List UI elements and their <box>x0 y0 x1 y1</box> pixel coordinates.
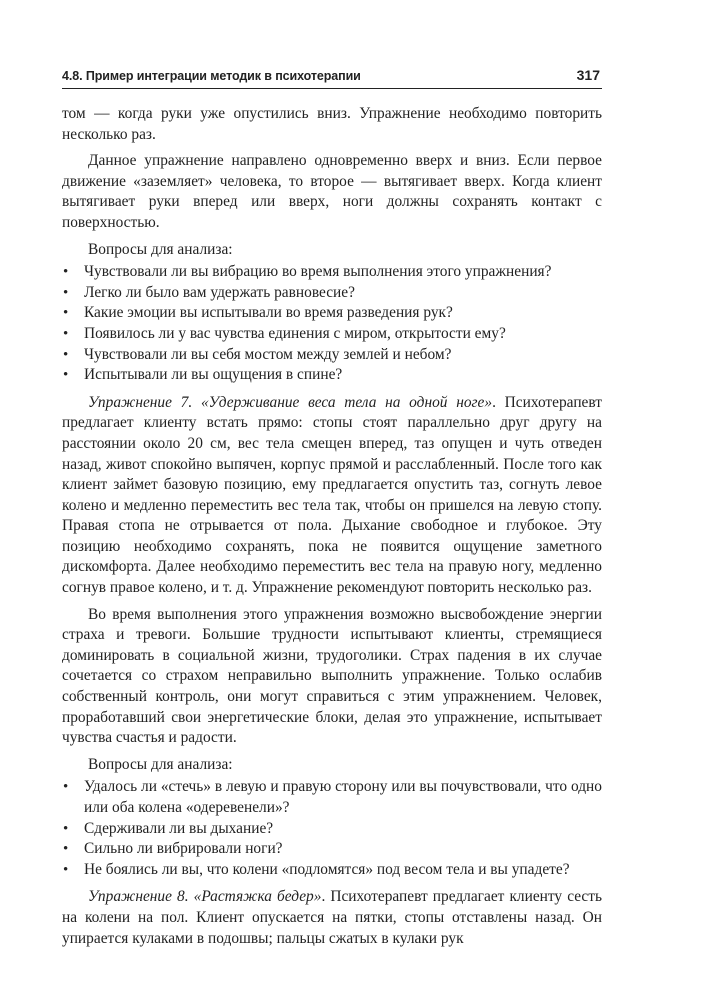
exercise-7-text: . Психотерапевт предлагает клиенту встать прямо: стопы стоят параллельно друг другу на расстоянии около 20 см, вес тела смещен вперед, таз опущен и чуть отведен назад, живот спокойно выпячен, корпус прямой и расслабленный. После того как клиент займет базовую позицию, ему предлагается опустить таз, согнуть левое колено и медленно переместить вес тела так, чтобы он пришелся на левую стопу. Правая стопа не отрывается от пола. Дыхание свободное и глубокое. Эту позицию необходимо сохранять, пока не появится ощущение заметного дискомфорта. Далее необходимо переместить вес тела на правую ногу, медленно согнув правое колено, и т. д. Упражнение рекомендуют повторить несколько раз. <box>62 393 602 597</box>
body-text <box>62 104 602 955</box>
list-item: • Легко ли было вам удержать равновесие? <box>62 283 602 304</box>
exercise-7-paragraph <box>62 393 602 599</box>
exercise-8-title: Упражнение 8. «Растяжка бедер» <box>88 888 322 906</box>
list-item: • Не боялись ли вы, что колени «подломятся» под весом тела и вы упадете? <box>62 860 602 881</box>
paragraph-direction: Данное упражнение направлено одновременно вверх и вниз. Если первое движение «заземляет» человека, то второе — вытягивает вверх. Когда клиент вытягивает руки вперед или вверх, ноги должны сохранять контакт с поверхностью. <box>62 152 602 231</box>
list-item: • Сдерживали ли вы дыхание? <box>62 819 602 840</box>
exercise-7-title: Упражнение 7. «Удерживание веса тела на одной ноге» <box>88 393 493 411</box>
list-item: • Чувствовали ли вы вибрацию во время выполнения этого упражнения? <box>62 262 602 283</box>
questions-list <box>62 777 602 880</box>
list-item: • Какие эмоции вы испытывали во время разведения рук? <box>62 303 602 324</box>
list-item: • Испытывали ли вы ощущения в спине? <box>62 365 602 386</box>
questions-label: Вопросы для анализа: <box>88 755 233 773</box>
running-header <box>62 66 602 89</box>
page-number: 317 <box>576 67 600 83</box>
section-title: 4.8. Пример интеграции методик в психотерапии <box>62 69 361 83</box>
list-item: • Удалось ли «стечь» в левую и правую сторону или вы почувствовали, что одно или оба колена «одеревенели»? <box>62 777 602 818</box>
list-item: • Сильно ли вибрировали ноги? <box>62 839 602 860</box>
questions-list <box>62 262 602 386</box>
list-item: • Появилось ли у вас чувства единения с миром, открытости ему? <box>62 324 602 345</box>
questions-label: Вопросы для анализа: <box>88 240 233 258</box>
exercise-8-text: . Психотерапевт предлагает клиенту сесть на колени на пол. Клиент опускается на пятки, стопы отставлены назад. Он упирается кулаками в подошвы; пальцы сжатых в кулаки рук <box>62 888 603 947</box>
paragraph-fear-energy: Во время выполнения этого упражнения возможно высвобождение энергии страха и тревоги. Большие трудности испытывают клиенты, стремящиеся доминировать в социальной жизни, трудоголики. Страх падения в их случае сочетается со страхом неправильно выполнить упражнение. Только ослабив собственный контроль, они могут справиться с этим упражнением. Человек, проработавший свои энергетические блоки, делая это упражнение, испытывает чувства счастья и радости. <box>62 605 602 747</box>
list-item: • Чувствовали ли вы себя мостом между землей и небом? <box>62 345 602 366</box>
exercise-8-paragraph <box>62 887 602 949</box>
paragraph-continuation: том — когда руки уже опустились вниз. Упражнение необходимо повторить несколько раз. <box>62 105 602 143</box>
